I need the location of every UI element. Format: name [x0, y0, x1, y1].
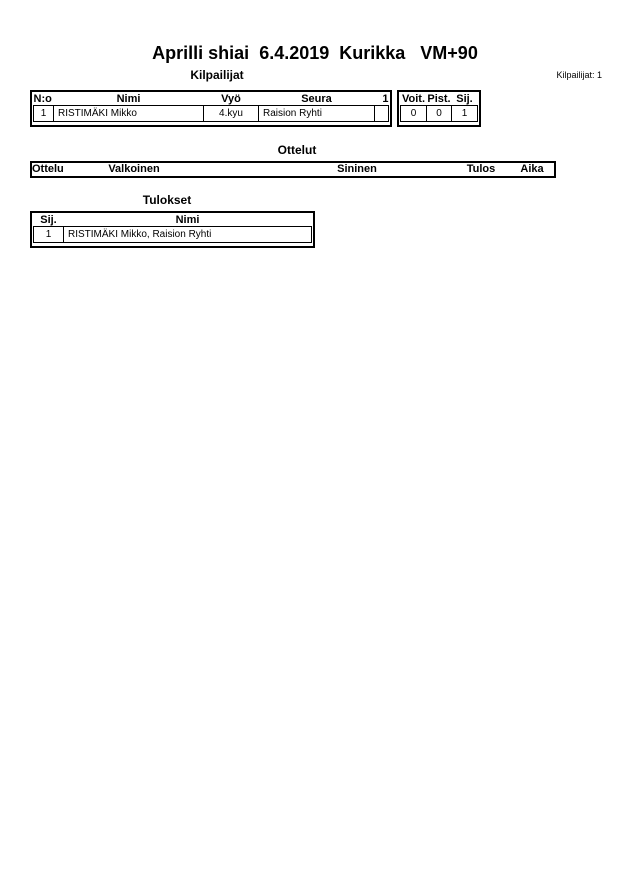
competitors-table-grid [33, 92, 389, 122]
results-heading: Tulokset [142, 193, 192, 207]
competitor-no: 1 [34, 106, 54, 122]
col-header-white: Valkoinen [108, 163, 160, 175]
col-header-name: Nimi [64, 213, 312, 227]
competitors-heading: Kilpailijat [190, 68, 244, 82]
competitor-name: RISTIMÄKI Mikko [54, 106, 204, 122]
competitor-place: 1 [452, 106, 478, 122]
competitor-wins: 0 [401, 106, 427, 122]
competitor-belt: 4.kyu [204, 106, 259, 122]
result-place: 1 [34, 227, 64, 243]
matches-table [30, 161, 556, 178]
results-table [30, 211, 315, 248]
competitors-table [30, 90, 392, 127]
col-header-name: Nimi [54, 92, 204, 106]
col-header-match: Ottelu [32, 163, 64, 175]
result-row [34, 227, 312, 243]
competitors-score-table [397, 90, 481, 127]
competitor-row [34, 106, 389, 122]
competitors-count-label: Kilpailijat: 1 [556, 70, 602, 80]
competitor-extra [375, 106, 389, 122]
matches-heading: Ottelut [277, 143, 317, 157]
col-header-club: Seura [259, 92, 375, 106]
col-header-belt: Vyö [204, 92, 259, 106]
result-name: RISTIMÄKI Mikko, Raision Ryhti [64, 227, 312, 243]
col-header-no: N:o [33, 92, 52, 105]
col-header-points: Pist. [427, 92, 451, 105]
page-title: Aprilli shiai 6.4.2019 Kurikka VM+90 [152, 43, 478, 63]
competitor-points: 0 [427, 106, 452, 122]
col-header-1: 1 [375, 92, 389, 106]
score-row [401, 106, 478, 122]
competitors-header-row [34, 92, 389, 106]
col-header-place: Sij. [452, 92, 478, 106]
col-header-time: Aika [520, 163, 544, 175]
col-header-blue: Sininen [337, 163, 377, 175]
col-header-wins: Voit. [401, 92, 425, 105]
col-header-place: Sij. [34, 213, 64, 227]
competitor-club: Raision Ryhti [259, 106, 375, 122]
results-header-row [34, 213, 312, 227]
score-header-row [401, 92, 478, 106]
competitors-score-grid [400, 92, 478, 122]
results-table-grid [33, 213, 312, 243]
col-header-result: Tulos [466, 163, 496, 175]
